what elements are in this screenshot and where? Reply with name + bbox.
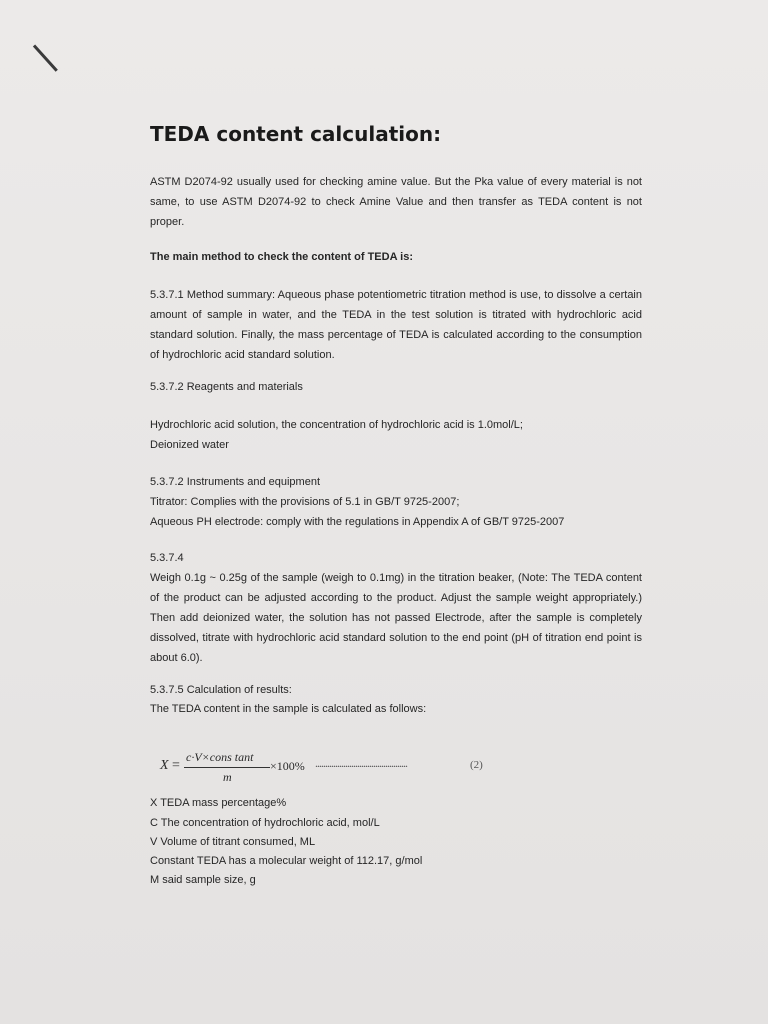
reagent-water: Deionized water — [150, 439, 229, 451]
document-title: TEDA content calculation: — [150, 122, 442, 146]
formula-denominator: m — [223, 770, 232, 784]
calculation-heading: 5.3.7.5 Calculation of results: — [150, 684, 292, 696]
step-heading: 5.3.7.4 — [150, 552, 184, 564]
definition-constant: Constant TEDA has a molecular weight of 112.17, g/mol — [150, 855, 423, 867]
method-summary-paragraph: 5.3.7.1 Method summary: Aqueous phase potentiometric titration method is use, to dissolve a certain amount of sample in water, and the TEDA in the test solution is titrated with hydrochloric acid standard solution. Finally, the mass percentage of TEDA is calculated according to the consumption of hydrochloric acid standard solution. — [150, 289, 642, 361]
reagent-hcl: Hydrochloric acid solution, the concentration of hydrochloric acid is 1.0mol/L; — [150, 419, 523, 431]
teda-formula — [160, 750, 580, 794]
definition-x: X TEDA mass percentage% — [150, 797, 287, 809]
formula-equals: = — [172, 758, 180, 773]
instrument-titrator: Titrator: Complies with the provisions of 5.1 in GB/T 9725-2007; — [150, 496, 460, 508]
formula-lhs: X — [160, 758, 169, 773]
reagents-heading: 5.3.7.2 Reagents and materials — [150, 381, 303, 393]
formula-fraction-bar — [184, 767, 270, 768]
intro-paragraph: ASTM D2074-92 usually used for checking amine value. But the Pka value of every material is not same, to use ASTM D2074-92 to check Amine Value and then transfer as TEDA content is not proper. — [150, 176, 642, 228]
step-paragraph: Weigh 0.1g ~ 0.25g of the sample (weigh to 0.1mg) in the titration beaker, (Note: The TEDA content of the product can be adjusted according to the product. Adjust the sample weight appropriately.) Then add deionized water, the solution has not passed Electrode, after the sample is completely dissolved, titrate with hydrochloric acid standard solution to the end point (pH of titration end point is about 6.0). — [150, 572, 642, 664]
instrument-electrode: Aqueous PH electrode: comply with the regulations in Appendix A of GB/T 9725-2007 — [150, 516, 565, 528]
calculation-text: The TEDA content in the sample is calculated as follows: — [150, 703, 427, 715]
formula-equation-number: (2) — [470, 759, 483, 771]
instruments-heading: 5.3.7.2 Instruments and equipment — [150, 476, 320, 488]
method-heading: The main method to check the content of TEDA is: — [150, 251, 414, 263]
definition-v: V Volume of titrant consumed, ML — [150, 836, 316, 848]
formula-factor: ×100% — [270, 759, 305, 773]
formula-numerator: c·V×cons tant — [186, 750, 254, 764]
pen-stroke-mark — [33, 44, 58, 71]
formula-leader-dots: .............................................. — [315, 756, 407, 770]
definition-c: C The concentration of hydrochloric acid, mol/L — [150, 817, 380, 829]
definition-m: M said sample size, g — [150, 874, 256, 886]
